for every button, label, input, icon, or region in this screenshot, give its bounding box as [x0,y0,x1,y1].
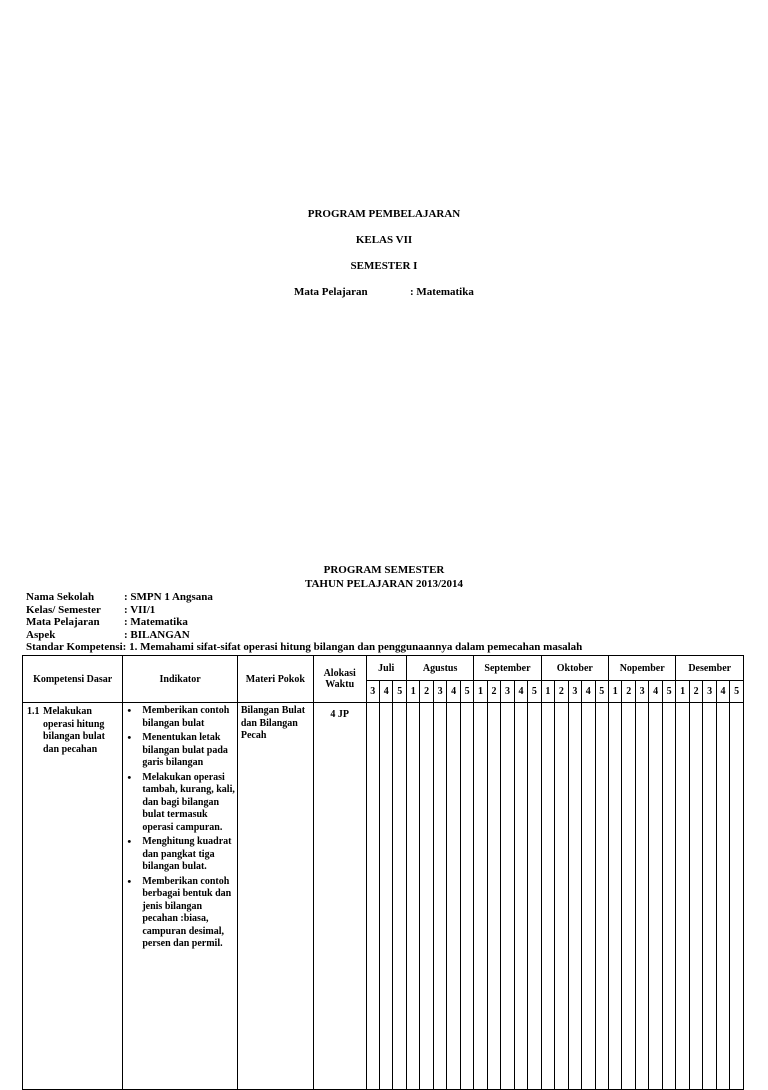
week-number: 4 [447,681,460,703]
schedule-cell [703,703,716,1090]
program-subject-value: : Matematika [410,286,474,298]
schedule-cell [514,703,527,1090]
week-number: 2 [420,681,433,703]
aspect-label: Aspek [26,628,56,641]
class-semester-label: Kelas/ Semester [26,603,101,616]
schedule-cell [393,703,406,1090]
month-header: September [474,656,541,681]
schedule-cell [716,703,729,1090]
week-number: 3 [433,681,446,703]
schedule-cell [676,703,689,1090]
subject-label: Mata Pelajaran [26,616,100,628]
week-number: 4 [514,681,527,703]
schedule-cell [406,703,419,1090]
class-semester-value: : VII/1 [124,603,156,616]
schedule-cell [380,703,393,1090]
program-semester: SEMESTER I [350,260,418,272]
schedule-cell [501,703,514,1090]
month-header: Nopember [608,656,675,681]
schedule-cell [635,703,648,1090]
week-number: 3 [635,681,648,703]
schedule-cell [460,703,473,1090]
week-number: 4 [649,681,662,703]
month-header: Juli [366,656,406,681]
month-header: Desember [676,656,744,681]
schedule-cell [622,703,635,1090]
competency-standard: Standar Kompetensi: 1. Memahami sifat-sifat operasi hitung bilangan dan penggunaannya dalam pemecahan masalah [26,641,583,653]
week-number: 3 [366,681,379,703]
month-header: Oktober [541,656,608,681]
header-allocation: Alokasi Waktu [313,656,366,703]
week-number: 2 [622,681,635,703]
schedule-cell [595,703,608,1090]
semester-program-table [22,655,744,1090]
week-number: 1 [541,681,554,703]
indicator-item: • Menentukan letak bilangan bulat pada garis bilangan [142,730,237,770]
schedule-cell [474,703,487,1090]
week-number: 5 [662,681,676,703]
school-name-value: : SMPN 1 Angsana [124,591,213,603]
academic-year: TAHUN PELAJARAN 2013/2014 [304,578,464,590]
week-number: 2 [555,681,568,703]
week-number: 4 [716,681,729,703]
week-number: 3 [568,681,581,703]
program-class: KELAS VII [355,234,413,246]
month-header: Agustus [406,656,473,681]
subject-value: : Matematika [124,616,188,628]
schedule-cell [420,703,433,1090]
week-number: 4 [380,681,393,703]
allocation-cell: 4 JP [313,703,366,1090]
semester-program-title: PROGRAM SEMESTER [323,564,445,576]
week-number: 2 [689,681,702,703]
program-subject-label: Mata Pelajaran [294,286,368,298]
schedule-cell [447,703,460,1090]
week-number: 4 [582,681,595,703]
week-number: 5 [460,681,473,703]
indicator-item: • Melakukan operasi tambah, kurang, kali, dan bagi bilangan bulat termasuk operasi campuran. [142,770,237,835]
indicator-item: • Memberikan contoh berbagai bentuk dan jenis bilangan pecahan :biasa, campuran desimal, persen dan permil. [142,874,237,951]
schedule-cell [568,703,581,1090]
schedule-cell [608,703,621,1090]
schedule-cell [730,703,744,1090]
indicator-item: • Menghitung kuadrat dan pangkat tiga bilangan bulat. [142,834,237,874]
schedule-cell [541,703,554,1090]
competency-cell: 1.1 Melakukan operasi hitung bilangan bulat dan pecahan [23,703,123,1090]
week-number: 3 [703,681,716,703]
week-number: 1 [676,681,689,703]
indicator-cell [123,703,238,1090]
schedule-cell [487,703,500,1090]
aspect-value: : BILANGAN [124,628,190,641]
schedule-cell [649,703,662,1090]
header-competency: Kompetensi Dasar [23,656,123,703]
week-number: 5 [528,681,541,703]
week-number: 1 [474,681,487,703]
indicator-item: • Memberikan contoh bilangan bulat [142,703,237,730]
week-number: 5 [595,681,608,703]
schedule-cell [528,703,541,1090]
week-number: 1 [406,681,419,703]
week-number: 5 [730,681,744,703]
week-number: 2 [487,681,500,703]
week-number: 5 [393,681,406,703]
schedule-cell [555,703,568,1090]
material-cell: Bilangan Bulat dan Bilangan Pecah [237,703,313,1090]
schedule-cell [689,703,702,1090]
week-number: 3 [501,681,514,703]
header-material: Materi Pokok [237,656,313,703]
school-name-label: Nama Sekolah [26,591,95,603]
week-number: 1 [608,681,621,703]
schedule-cell [582,703,595,1090]
header-indicator: Indikator [123,656,238,703]
schedule-cell [433,703,446,1090]
schedule-cell [662,703,676,1090]
schedule-cell [366,703,379,1090]
program-title: PROGRAM PEMBELAJARAN [307,208,461,220]
